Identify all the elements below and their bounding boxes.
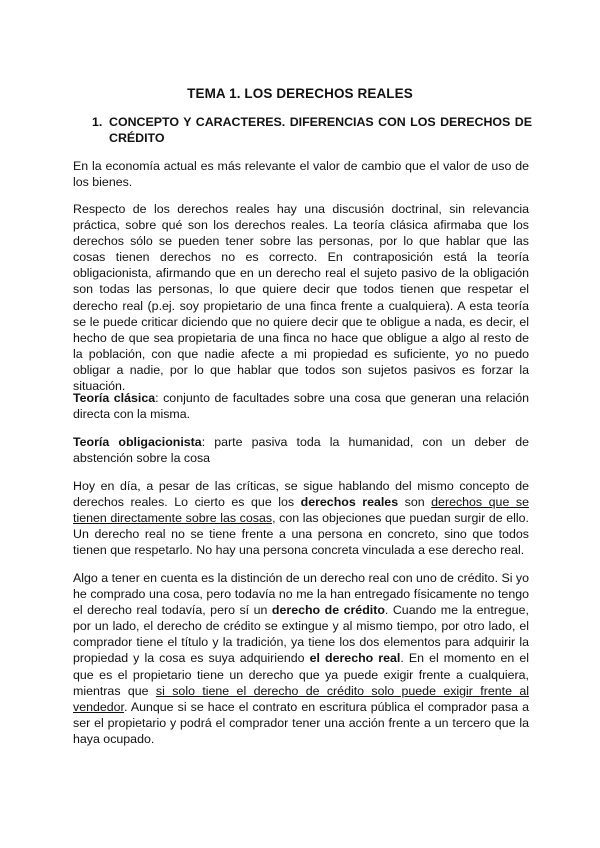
paragraph-1: En la economía actual es más relevante el valor de cambio que el valor de uso de los bienes. <box>73 159 529 190</box>
p5-text-e: , con las objeciones que puedan surgir de ello. Un derecho real no se tiene frente a una persona en concreto, sino que todos tienen que respetarlo. No hay una persona concreta vinculada a ese derecho real. <box>73 511 530 558</box>
paragraph-6 <box>73 570 529 747</box>
p5-underlined-definition: derechos que se tienen directamente sobre las cosas <box>73 495 529 526</box>
section-heading <box>92 114 532 146</box>
section-heading-text: CONCEPTO Y CARACTERES. DIFERENCIAS CON LOS DERECHOS DE CRÉDITO <box>109 115 532 145</box>
p5-bold-derechos-reales: derechos reales <box>300 495 399 510</box>
p6-bold-el-derecho-real: el derecho real <box>309 651 401 666</box>
document-title: TEMA 1. LOS DERECHOS REALES <box>187 86 413 101</box>
p6-underlined-credito: si solo tiene el derecho de crédito solo puede exigir frente al vendedor <box>73 683 529 714</box>
term-teoria-clasica: Teoría clásica <box>73 391 156 405</box>
p5-text-c: son <box>398 495 432 510</box>
section-number: 1. <box>92 115 103 129</box>
term-teoria-obligacionista: Teoría obligacionista <box>73 435 202 449</box>
definition-teoria-clasica: : conjunto de facultades sobre una cosa que generan una relación directa con la misma. <box>73 391 530 422</box>
p6-bold-derecho-de-credito: derecho de crédito <box>271 603 385 618</box>
p6-text-g: . Aunque si se hace el contrato en escritura pública el comprador pasa a ser el propietario y podrá el comprador tener una acción frente a un tercero que la haya ocupado. <box>73 699 529 746</box>
paragraph-5 <box>73 478 529 558</box>
p6-text-e: . En el momento en el que es el propietario tiene un derecho que ya puede exigir frente a cualquiera, mientras que <box>73 651 529 698</box>
paragraph-2: Respecto de los derechos reales hay una discusión doctrinal, sin relevancia práctica, sobre qué son los derechos reales. La teoría clásica afirmaba que los derechos sólo se pueden tener sobre las personas, por lo que hablar que las cosas tienen derechos no es correcto. En contraposición está la teoría obligacionista, afirmando que en un derecho real el sujeto pasivo de la obligación son todas las personas, lo que quiere decir que todos tienen que respetar el derecho real (p.ej. soy propietario de una finca frente a cualquiera). A esta teoría se le puede criticar diciendo que no quiere decir que te obligue a nada, es decir, el hecho de que sea propietaria de una finca no hace que obligue a algo al resto de la población, con que nadie afecte a mi propiedad es suficiente, yo no puedo obligar a nadie, por lo que hablar que todos son sujetos pasivos es forzar la situación. <box>73 202 529 394</box>
p5-text-a: Hoy en día, a pesar de las críticas, se sigue hablando del mismo concepto de derechos reales. Lo cierto es que los <box>73 479 529 510</box>
definition-teoria-obligacionista: : parte pasiva toda la humanidad, con un deber de abstención sobre la cosa <box>73 435 529 466</box>
p6-text-c: . Cuando me la entregue, por un lado, el derecho de crédito se extingue y al mismo tiempo, por otro lado, el comprador tiene el título y la tradición, ya tiene los dos elementos para adquirir la propiedad y la cosa es suya adquiriendo <box>73 603 529 666</box>
paragraph-teoria-clasica <box>73 390 529 422</box>
p6-text-a: Algo a tener en cuenta es la distinción de un derecho real con uno de crédito. Si yo he comprado una cosa, pero todavía no me la han entregado físicamente no tengo el derecho real todavía, pero sí un <box>73 571 529 618</box>
paragraph-teoria-obligacionista <box>73 434 529 466</box>
